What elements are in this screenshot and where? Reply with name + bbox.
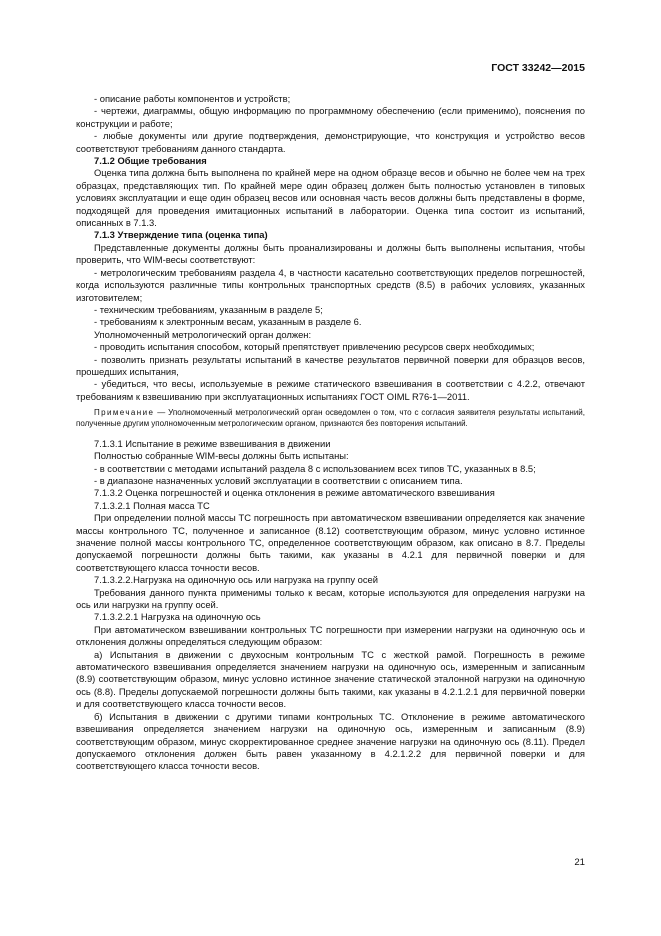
list-item: - позволить признать результаты испытаний в качестве результатов первичной поверки для образцов весов, прошедших испытания, [76,353,585,377]
note [76,408,585,430]
subsection-heading: 7.1.3.1 Испытание в режиме взвешивания в движении [94,437,331,449]
section-heading: 7.1.3 Утверждение типа (оценка типа) [94,229,268,241]
paragraph: При автоматическом взвешивании контрольных ТС погрешности при измерении нагрузки на одиночную ось и отклонения должны определяться следующим образом: [76,623,585,648]
list-item: - любые документы или другие подтверждения, демонстрирующие, что конструкция и устройство весов соответствуют требованиям данного стандарта. [76,130,585,154]
list-item: - описание работы компонентов и устройств; [94,93,291,104]
subsection-heading: 7.1.3.2.1 Полная масса ТС [94,499,210,511]
list-item: - техническим требованиям, указанным в разделе 5; [94,303,323,315]
subsection-heading: 7.1.3.2.2.1 Нагрузка на одиночную ось [94,611,261,623]
subsection-heading: 7.1.3.2 Оценка погрешностей и оценка отклонения в режиме автоматического взвешивания [94,487,495,499]
paragraph: Полностью собранные WIM-весы должны быть испытаны: [94,450,349,462]
paragraph: б) Испытания в движении с другими типами контрольных ТС. Отклонение в режиме автоматического взвешивания определяется значением нагрузки на одиночную ось, измеренным и записанным (8.9) соответствующим образом, минус скорректированное среднее значение нагрузки на одиночную ось (8.11). Предел допускаемого отклонения должен быть равен указанному в 4.2.1.2.2 для первичной поверки и для соответствующего класса точности весов. [76,710,585,772]
note-text: Уполномоченный метрологический орган осведомлен о том, что с согласия заявителя результаты испытаний, полученные другим уполномоченным метрологическим органом, признаются без повторения испытаний. [76,408,585,428]
list-item: - в соответствии с методами испытаний раздела 8 с использованием всех типов ТС, указанных в 8.5; [94,462,536,474]
section-heading: 7.1.2 Общие требования [94,155,207,167]
paragraph: Уполномоченный метрологический орган должен: [94,328,312,340]
paragraph: Оценка типа должна быть выполнена по крайней мере на одном образце весов и обычно не более чем на трех образцах, представляющих тип. По крайней мере один образец должен быть полностью установлен в типовых условиях эксплуатации и еще один образец весов или основная часть весов должны быть представлены в форме, подходящей для проведения имитационных испытаний в лаборатории. Оценка типа состоит из испытаний, описанных в 7.1.3. [76,167,585,229]
list-item: - убедиться, что весы, используемые в режиме статического взвешивания в соответствии с 4.2.2, отвечают требованиям к взвешиванию при эксплуатационных испытаниях ГОСТ OIML R76-1—2011. [76,378,585,402]
list-item: - в диапазоне назначенных условий эксплуатации в соответствии с описанием типа. [94,474,463,486]
list-item: - требованиям к электронным весам, указанным в разделе 6. [94,316,362,328]
paragraph: При определении полной массы ТС погрешность при автоматическом взвешивании определяется как значение массы контрольного ТС, полученное и записанное (8.12) соответствующим образом, минус условно истинное значение полной массы контрольного ТС, определенное соответствующим образом, как описано в 8.7. Пределы допускаемой погрешности должны быть такими, как указаны в 4.2.1 для первичной поверки и для соответствующего класса точности весов. [76,512,585,573]
note-dash: — [154,408,169,418]
paragraph: Требования данного пункта применимы только к весам, которые используются для определения нагрузки на ось или нагрузки на группу осей. [76,586,585,611]
document-body [76,93,585,773]
list-item: - проводить испытания способом, который препятствует привлечению ресурсов сверх необходимых; [94,341,535,353]
page-number: 21 [574,857,585,868]
subsection-heading: 7.1.3.2.2.Нагрузка на одиночную ось или нагрузка на группу осей [94,574,378,586]
list-item: - метрологическим требованиям раздела 4, в частности касательно соответствующих пределов погрешностей, когда используются различные типы контрольных транспортных средств (8.5) в рабочих условиях, указанных изготовителем; [76,266,585,303]
paragraph: Представленные документы должны быть проанализированы и должны быть выполнены испытания, чтобы проверить, что WIM-весы соответствуют: [76,241,585,266]
standard-number: ГОСТ 33242—2015 [491,62,585,74]
note-label: Примечание [94,408,155,418]
list-item: - чертежи, диаграммы, общую информацию по программному обеспечению (если применимо), пояснения по конструкции и работе; [76,105,585,129]
paragraph: а) Испытания в движении с двухосным контрольным ТС с жесткой рамой. Погрешность в режиме автоматического взвешивания определяется значением нагрузки на одиночную ось, измеренным и записанным (8.9) соответствующим образом, минус условно истинное значение статической эталонной нагрузки на одиночную ось (8.8). Пределы допускаемой погрешности должны быть такими, как указаны в 4.2.1.2.1 для первичной поверки и для соответствующего класса точности весов. [76,648,585,710]
